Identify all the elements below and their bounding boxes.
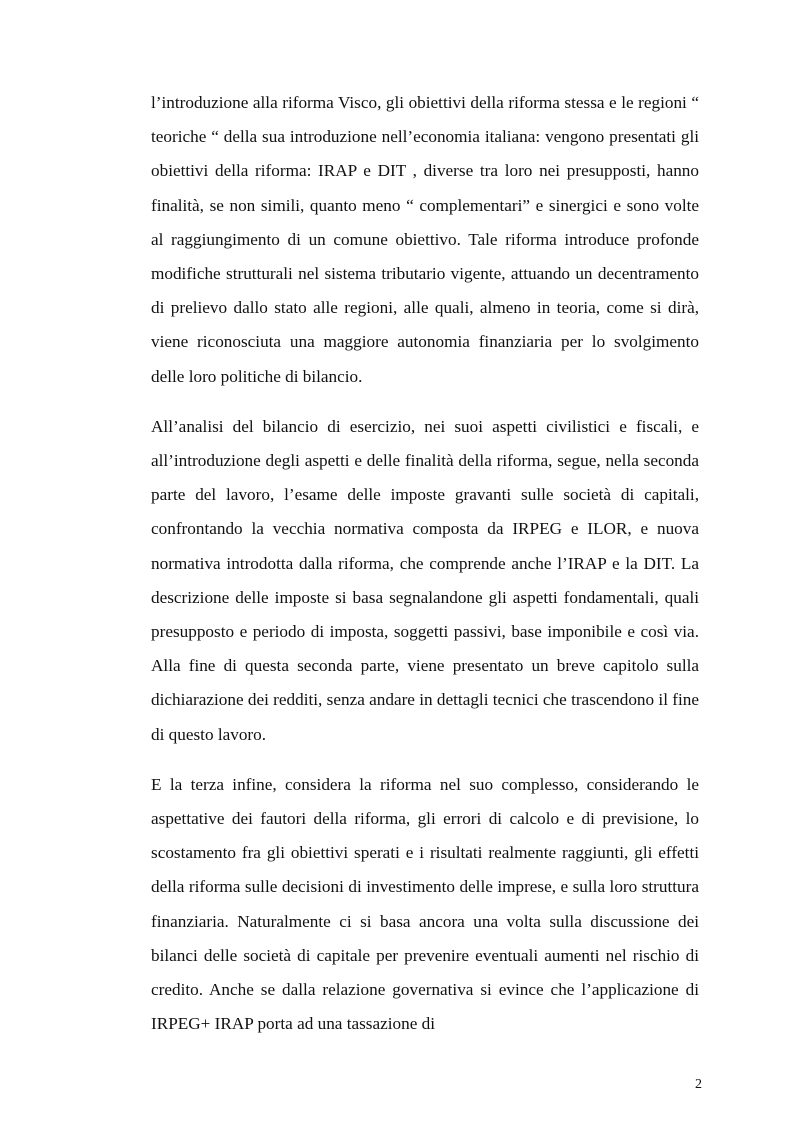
page-body — [151, 86, 699, 1041]
body-paragraph: l’introduzione alla riforma Visco, gli obiettivi della riforma stessa e le regioni “ teoriche “ della sua introduzione nell’economia italiana: vengono presentati gli obiettivi della riforma: IRAP e DIT , diverse tra loro nei presupposti, hanno finalità, se non simili, quanto meno “ complementari” e sinergici e sono volte al raggiungimento di un comune obiettivo. Tale riforma introduce profonde modifiche strutturali nel sistema tributario vigente, attuando un decentramento di prelievo dallo stato alle regioni, alle quali, almeno in teoria, come si dirà, viene riconosciuta una maggiore autonomia finanziaria per lo svolgimento delle loro politiche di bilancio. — [151, 93, 699, 386]
body-paragraph: E la terza infine, considera la riforma nel suo complesso, considerando le aspettative dei fautori della riforma, gli errori di calcolo e di previsione, lo scostamento fra gli obiettivi sperati e i risultati realmente raggiunti, gli effetti della riforma sulle decisioni di investimento delle imprese, e sulla loro struttura finanziaria. Naturalmente ci si basa ancora una volta sulla discussione dei bilanci delle società di capitale per prevenire eventuali aumenti nel rischio di credito. Anche se dalla relazione governativa si evince che l’applicazione di IRPEG+ IRAP porta ad una tassazione di — [151, 774, 699, 1034]
page-number: 2 — [695, 1077, 702, 1092]
body-paragraph: All’analisi del bilancio di esercizio, nei suoi aspetti civilistici e fiscali, e all’introduzione degli aspetti e delle finalità della riforma, segue, nella seconda parte del lavoro, l’esame delle imposte gravanti sulle società di capitali, confrontando la vecchia normativa composta da IRPEG e ILOR, e nuova normativa introdotta dalla riforma, che comprende anche l’IRAP e la DIT. La descrizione delle imposte si basa segnalandone gli aspetti fondamentali, quali presupposto e periodo di imposta, soggetti passivi, base imponibile e così via. Alla fine di questa seconda parte, viene presentato un breve capitolo sulla dichiarazione dei redditi, senza andare in dettagli tecnici che trascendono il fine di questo lavoro. — [151, 416, 699, 744]
